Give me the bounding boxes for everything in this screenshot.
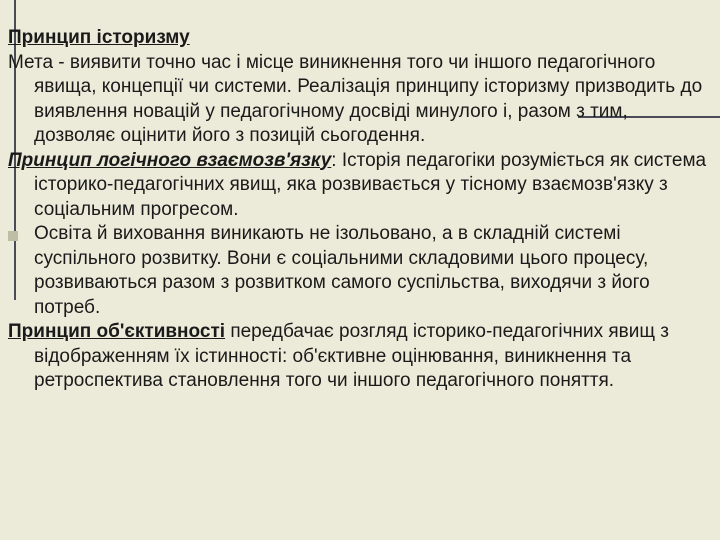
text-historicism: Мета - виявити точно час і місце виникнення того чи іншого педагогічного явища, концепції чи системи. Реалізація принципу історизму призводить до виявлення новацій у педагогічному досвіді минулого і, разом з тим, дозволяє оцінити його з позицій сьогодення. bbox=[8, 51, 703, 146]
bullet-text: Освіта й виховання виникають не ізольовано, а в складній системі суспільного розвитку. Вони є соціальними складовими цього процесу, розвиваються разом з розвитком самого суспільства, виходячи з його потреб. bbox=[34, 223, 650, 318]
slide-content bbox=[8, 26, 714, 394]
heading-historicism: Принцип історизму bbox=[8, 27, 190, 48]
paragraph-historicism bbox=[8, 51, 714, 149]
text-logical-relationship: Історія педагогіки розуміється як система історико-педагогічних явищ, яка розвивається у тісному взаємозв'язку з соціальним прогресом. bbox=[34, 149, 707, 220]
principle-logical-relationship bbox=[8, 149, 714, 223]
square-bullet-icon bbox=[8, 231, 18, 241]
separator: : bbox=[331, 149, 342, 171]
heading-logical-relationship: Принцип логічного взаємозв'язку bbox=[8, 149, 332, 171]
bullet-item bbox=[8, 222, 714, 320]
principle-historicism bbox=[8, 26, 714, 51]
heading-objectivity: Принцип об'єктивності bbox=[8, 321, 226, 342]
principle-objectivity bbox=[8, 320, 714, 394]
text-objectivity: передбачає розгляд історико-педагогічних явищ з відображенням їх істинності: об'єктивне оцінювання, виникнення та ретроспектива становлення того чи іншого педагогічного поняття. bbox=[34, 321, 670, 391]
